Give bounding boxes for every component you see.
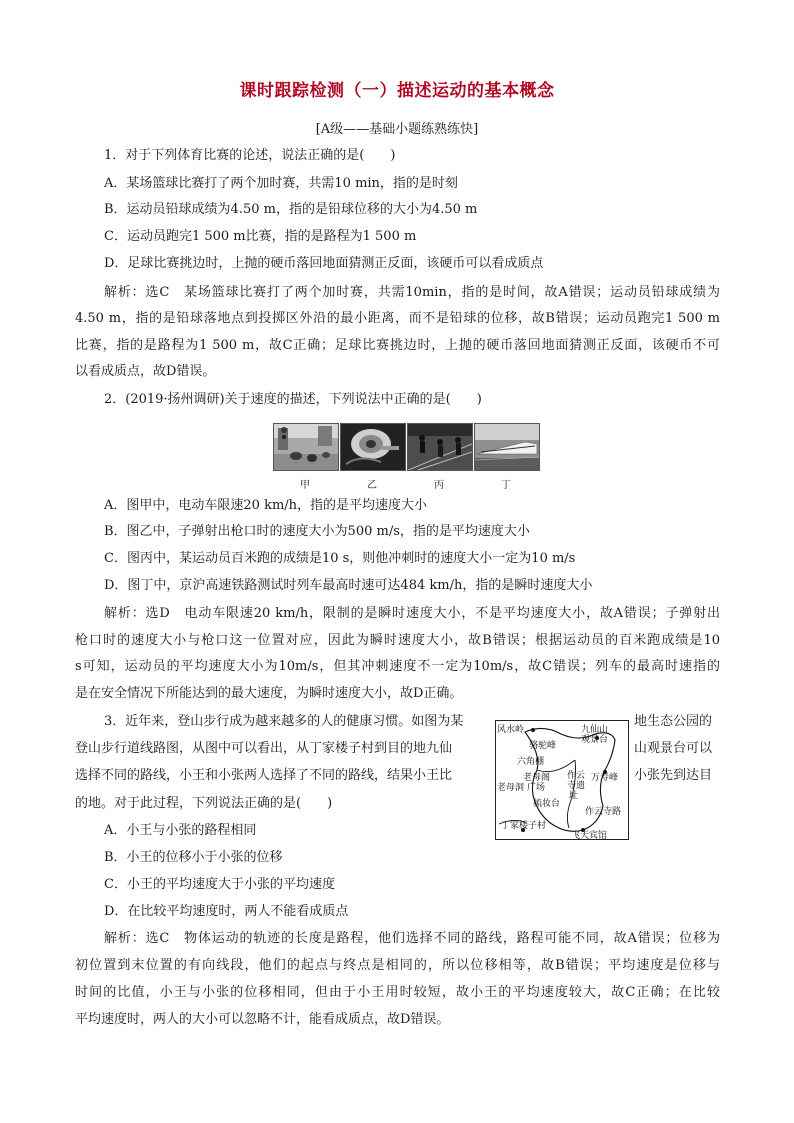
photo-jia-street-scene (273, 423, 339, 471)
map-label: 风水岭 (497, 725, 525, 735)
q2-explanation-line: 解析：选D 电动车限速20 km/h，限制的是瞬时速度大小，不是平均速度大小，故A错误；子弹射出 (104, 606, 720, 621)
q3-explanation-line: 平均速度时，两人的大小可以忽略不计，能看成质点，故D错误。 (75, 1012, 450, 1027)
q2-explanation-line: s可知，运动员的平均速度大小为10m/s，但其冲刺速度不一定为10m/s，故C错误；列车的最高时速指的 (75, 659, 720, 674)
caption-yi: 乙 (367, 480, 377, 491)
q1-stem: 1．对于下列体育比赛的论述，说法正确的是( ) (104, 148, 396, 163)
map-label: 六角棚 (517, 757, 545, 767)
q1-option-a: A．某场篮球比赛打了两个加时赛，共需10 min，指的是时刻 (104, 176, 458, 191)
q3-option-a: A．小王与小张的路程相同 (104, 823, 257, 838)
q2-explanation-line: 枪口时的速度大小与枪口这一位置对应，因此为瞬时速度大小，故B错误；根据运动员的百米跑成绩是10 (75, 633, 720, 648)
q3-stem-right: 地生态公园的 (634, 714, 713, 729)
caption-jia: 甲 (300, 480, 310, 491)
q3-stem-line: 的地。对于此过程，下列说法正确的是( ) (75, 796, 333, 811)
q3-explanation-line: 时间的比值，小王与小张的位移相同，但由于小王用时较短，故小王的平均速度较大，故C正确；在比较 (75, 985, 720, 1000)
map-label: 飞天宾馆 (571, 831, 608, 840)
q2-option-d: D．图丁中，京沪高速铁路测试时列车最高时速可达484 km/h，指的是瞬时速度大小 (104, 578, 593, 593)
q3-option-b: B．小王的位移小于小张的位移 (104, 850, 283, 865)
map-label: 寺遗 (567, 781, 586, 791)
q2-option-c: C．图丙中，某运动员百米跑的成绩是10 s，则他冲刺时的速度大小一定为10 m/s (104, 551, 576, 566)
map-label: 观景台 (581, 735, 609, 745)
q2-explanation-line: 是在安全情况下所能达到的最大速度，为瞬时速度大小，故D正确。 (75, 686, 463, 701)
map-label: 老母洞 (497, 783, 525, 793)
q1-option-d: D．足球比赛挑边时，上抛的硬币落回地面猜测正反面，该硬币可以看成质点 (104, 256, 544, 271)
page-title: 课时跟踪检测（一）描述运动的基本概念 (239, 81, 555, 101)
hiking-route-map (495, 720, 629, 840)
q1-explanation-line: 4.50 m，指的是铅球落地点到投掷区外沿的最小距离，而不是铅球的位移，故B错误；运动员跑完1 500 m (75, 311, 720, 326)
q3-stem-line: 3．近年来，登山步行成为越来越多的人的健康习惯。如图为某 (104, 714, 464, 729)
q1-option-b: B．运动员铅球成绩为4.50 m，指的是铅球位移的大小为4.50 m (104, 202, 478, 217)
photo-ding-train (474, 423, 540, 471)
map-label: 丁家楼子村 (501, 821, 547, 831)
map-label: 广场 (527, 783, 546, 793)
q3-explanation-line: 解析：选C 物体运动的轨迹的长度是路程，他们选择不同的路线，路程可能不同，故A错误；位移为 (104, 931, 720, 946)
map-label: 万寿峰 (591, 773, 619, 783)
q1-explanation-line: 解析：选C 某场篮球比赛打了两个加时赛，共需10min，指的是时间，故A错误；运动员铅球成绩为 (104, 285, 720, 300)
q3-stem-line: 选择不同的路线，小王和小张两人选择了不同的路线，结果小王比 (75, 768, 453, 783)
map-label: 九仙山 (581, 725, 609, 735)
q2-photo-strip (273, 423, 539, 471)
map-label: 址 (569, 791, 579, 801)
q2-stem: 2．(2019·扬州调研)关于速度的描述，下列说法中正确的是( ) (104, 392, 482, 407)
map-label: 作云寺路 (585, 807, 622, 817)
q3-explanation-line: 初位置到末位置的有向线段，他们的起点与终点是相同的，所以位移相等，故B错误；平均速度是位移与 (75, 958, 720, 973)
q1-explanation-line: 以看成质点，故D错误。 (75, 364, 216, 379)
q3-stem-right: 山观景台可以 (634, 741, 713, 756)
photo-bing-sprinters (407, 423, 473, 471)
q3-stem-line: 登山步行道线路图，从图中可以看出，从丁家楼子村到目的地九仙 (75, 741, 453, 756)
q3-stem-right: 小张先到达目 (634, 768, 713, 783)
caption-ding: 丁 (501, 480, 511, 491)
q2-option-b: B．图乙中，子弹射出枪口时的速度大小为500 m/s，指的是平均速度大小 (104, 524, 530, 539)
q3-option-c: C．小王的平均速度大于小张的平均速度 (104, 877, 335, 892)
map-label: 老母阁 (523, 773, 551, 783)
photo-yi-bullet (340, 423, 406, 471)
q3-option-d: D．在比较平均速度时，两人不能看成质点 (104, 904, 349, 919)
q1-explanation-line: 比赛，指的是路程为1 500 m，故C正确；足球比赛挑边时，上抛的硬币落回地面猜测正反面，该硬币不可 (75, 338, 720, 353)
q1-option-c: C．运动员跑完1 500 m比赛，指的是路程为1 500 m (104, 229, 417, 244)
q2-option-a: A．图甲中，电动车限速20 km/h，指的是平均速度大小 (104, 498, 428, 513)
map-label: 作云 (567, 771, 586, 781)
caption-bing: 丙 (434, 480, 444, 491)
map-label: 梳妆台 (533, 799, 561, 809)
section-subtitle: [A级——基础小题练熟练快] (315, 122, 479, 137)
map-label: 骆驼峰 (529, 741, 557, 751)
